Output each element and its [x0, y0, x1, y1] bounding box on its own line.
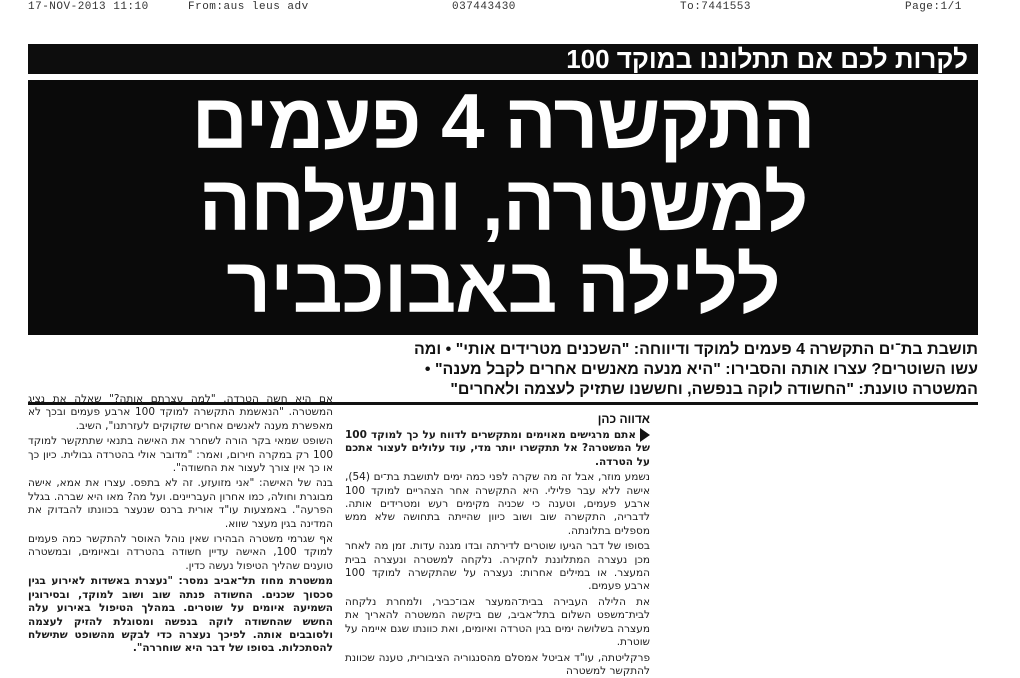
article-column-left [28, 393, 333, 663]
article-column-right [345, 428, 650, 658]
kicker-banner [28, 44, 978, 74]
article-lead: אתם מרגישים מאוימים ומתקשרים לדווח על כך למוקד 100 של המשטרה? אל תתקשרו יותר מדי, עוד עלולים לעצור אתכם על הטרדה. [345, 429, 650, 468]
fax-from: From:aus leus adv [188, 1, 309, 13]
fax-number: 037443430 [452, 1, 516, 13]
article-paragraph: בנה של האישה: "אני מזועזע. זה לא בתפס. עצרו את אמא, אישה מבוגרת וחולה, כמו אחרון העבריינים. ועל מה? מאו היא שברה. בגלל הפרעה". באמצעות עו"ד אורית ברנס שנעצר בכוונתו להבדוק את המדינה בגין מעצר שווא. [28, 477, 333, 531]
subheadline-block [28, 340, 978, 400]
subheadline-line-2: עשו השוטרים? עצרו אותה והסבירו: "היא מנעה מאנשים אחרים לקבל מענה" • [28, 360, 978, 380]
lead-arrow-icon [640, 428, 650, 442]
headline-line-2: למשטרה, ונשלחה [28, 162, 978, 244]
headline-block [28, 80, 978, 335]
headline-line-3: ללילה באבוכביר [28, 244, 978, 326]
article-paragraph: אם היא חשה הטרדה. "למה עצרתם אותה?" שאלה את נציג המשטרה. "הנאשמת התקשרה למוקד 100 ארבע פעמים ובכך לא מאפשרת מענה לאנשים אחרים שזקוקים לעזרתנו", השיב. [28, 393, 333, 433]
article-paragraph: אף שגרמי משטרה הבהירו שאין נוהל האוסר להתקשר כמה פעמים למוקד 100, האישה עדיין חשודה בהטרדה ובאיומים, ובמשטרה טוענים שהליך הטיפול נעשה כדין. [28, 533, 333, 573]
subheadline-line-1: תושבת בת־ים התקשרה 4 פעמים למוקד ודיווחה: "השכנים מטרידים אותי" • ומה [28, 340, 978, 360]
article-paragraph: את הלילה העבירה בבית־המעצר אבו־כביר, ולמחרת נלקחה לבית־משפט השלום בתל־אביב, שם ביקשה המשטרה להאריך את מעצרה בשלושה ימים בגין הטרדה ואיומים, ואת כוונתו שגם איימה על שוטרת. [345, 596, 650, 650]
fax-page: Page:1/1 [905, 1, 962, 13]
article-paragraph: ממשטרת מחוז תל־אביב נמסר: "נעצרת באשדות לאירוע בגין סכסוך שכנים. החשודה פנתה שוב ושוב למוקד, ובסירוגין השמיעה איומים על שוטרים. במהלך הטיפול באירוע עלה החשש שהחשודה לוקה בנפשה ומסוגלת להזיק לעצמה ולסובבים אותה. לפיכך נעצרה כדי לבקש מהשופט שתישלח להסתכלות. בסופו של דבר היא שוחררה". [28, 575, 333, 655]
fax-to: To:7441553 [680, 1, 751, 13]
subheadline-line-3: המשטרה טוענת: "החשודה לוקה בנפשה, וחששנו שתזיק לעצמה ולאחרים" [28, 380, 978, 400]
headline-line-1: התקשרה 4 פעמים [28, 80, 978, 162]
fax-header [0, 0, 1020, 14]
article-paragraph: השופט שמאי בקר הורה לשחרר את האישה בתנאי שתתקשר למוקד 100 רק במקרה חירום, ואמר: "מדובר אולי בהטרדה גבולית. כיון כך או כך אין צורך לעצור את החשודה". [28, 435, 333, 475]
article-paragraph: נשמע מוזר, אבל זה מה שקרה לפני כמה ימים לתושבת בת־ים (54), אישה ללא עבר פלילי. היא התקשרה אחר הצהריים למוקד 100 ארבע פעמים, וטענה כי שכניה מקימים רעש ומטרידים אותה. לדבריה, התקשרה שוב ושוב כיוון שהייתה בתחושה שלא ממש מספלים בתלונתה. [345, 471, 650, 538]
article-paragraph: פרקליטתה, עו"ד אביטל אמסלם מהסנגוריה הציבורית, טענה שכוונת להתקשר למשטרה [345, 652, 650, 678]
byline: אדווה כהן [560, 412, 650, 426]
article-paragraph: בסופו של דבר הגיעו שוטרים לדירתה ובדו מגנה עדות. זמן מה לאחר מכן נעצרה המתלוננת לחקירה. נלקחה למשטרה ונעצרה בבית המעצר. או במילים אחרות: נעצרה על שהתקשרה למוקד 100 ארבע פעמים. [345, 540, 650, 594]
fax-datetime: 17-NOV-2013 11:10 [28, 1, 149, 13]
kicker-text: לקרות לכם אם תתלוננו במוקד 100 [566, 46, 968, 72]
